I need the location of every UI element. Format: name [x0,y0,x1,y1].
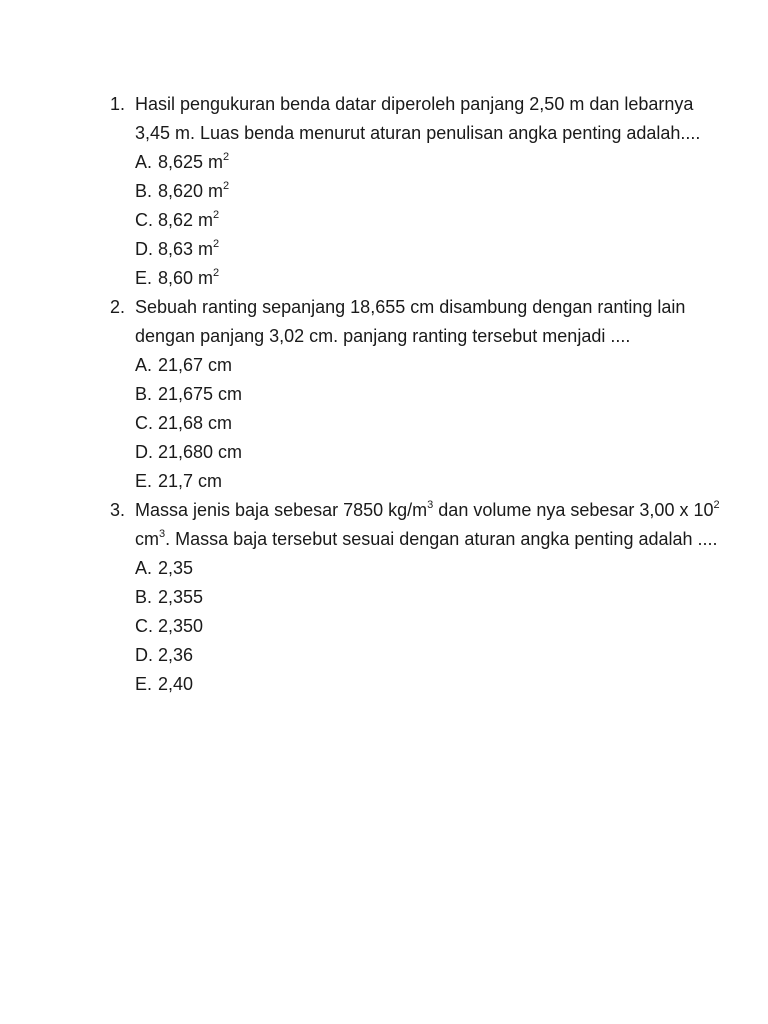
option-letter: B. [135,181,153,201]
question-1 [110,90,720,293]
superscript: 2 [223,180,230,192]
option-letter: E. [135,268,153,288]
answer-option-b [135,583,720,612]
answer-option-d [135,235,720,264]
option-letter: B. [135,384,153,404]
option-letter: A. [135,558,153,578]
answer-option-b [135,177,720,206]
option-value: 8,620 $m^2$ [158,180,230,201]
option-letter: A. [135,355,153,375]
answer-option-c [135,206,720,235]
answer-option-e [135,467,720,496]
option-value: 8,625 $m^2$ [158,151,230,172]
option-letter: C. [135,413,153,433]
option-letter: E. [135,471,153,491]
question-body [135,496,720,699]
option-letter: A. [135,152,153,172]
option-value: 2,350 [158,616,204,636]
answer-option-a [135,351,720,380]
answer-option-d [135,641,720,670]
question-number: 1. [110,94,126,114]
question-list [110,90,720,699]
option-value: 21,680 cm [158,442,243,462]
question-text: Massa jenis baja sebesar 7850 $kg/m^3$ dan volume nya sebesar 3,00 x $10^2$ $cm^3$. Massa baja tersebut sesuai dengan aturan angka penting adalah .... [135,499,720,549]
option-value: 21,68 cm [158,413,233,433]
answer-option-e [135,670,720,699]
answer-option-e [135,264,720,293]
superscript: 2 [213,267,220,279]
option-letter: C. [135,210,153,230]
option-letter: C. [135,616,153,636]
question-text: Hasil pengukuran benda datar diperoleh panjang 2,50 m dan lebarnya 3,45 m. Luas benda menurut aturan penulisan angka penting adalah.... [135,94,701,143]
question-number: 2. [110,297,126,317]
answer-option-c [135,409,720,438]
option-letter: D. [135,442,153,462]
question-text: Sebuah ranting sepanjang 18,655 cm disambung dengan ranting lain dengan panjang 3,02 cm. panjang ranting tersebut menjadi .... [135,297,686,346]
option-value: 21,7 cm [158,471,223,491]
option-letter: D. [135,239,153,259]
answer-option-c [135,612,720,641]
question-3 [110,496,720,699]
option-value: 2,40 [158,674,194,694]
superscript: 3 [427,499,434,511]
option-value: 8,63 $m^2$ [158,238,220,259]
option-value: 8,60 $m^2$ [158,267,220,288]
option-value: 2,36 [158,645,194,665]
superscript: 3 [159,528,166,540]
option-letter: D. [135,645,153,665]
question-number: 3. [110,500,126,520]
answer-option-a [135,554,720,583]
superscript: 2 [213,209,220,221]
superscript: 2 [223,151,230,163]
option-letter: B. [135,587,153,607]
answer-option-d [135,438,720,467]
question-body [135,90,720,293]
question-body [135,293,720,496]
option-letter: E. [135,674,153,694]
option-value: 21,67 cm [158,355,233,375]
question-2 [110,293,720,496]
option-value: 8,62 $m^2$ [158,209,220,230]
superscript: 2 [213,238,220,250]
option-value: 21,675 cm [158,384,243,404]
option-value: 2,355 [158,587,204,607]
answer-option-b [135,380,720,409]
option-value: 2,35 [158,558,194,578]
answer-option-a [135,148,720,177]
superscript: 2 [713,499,720,511]
